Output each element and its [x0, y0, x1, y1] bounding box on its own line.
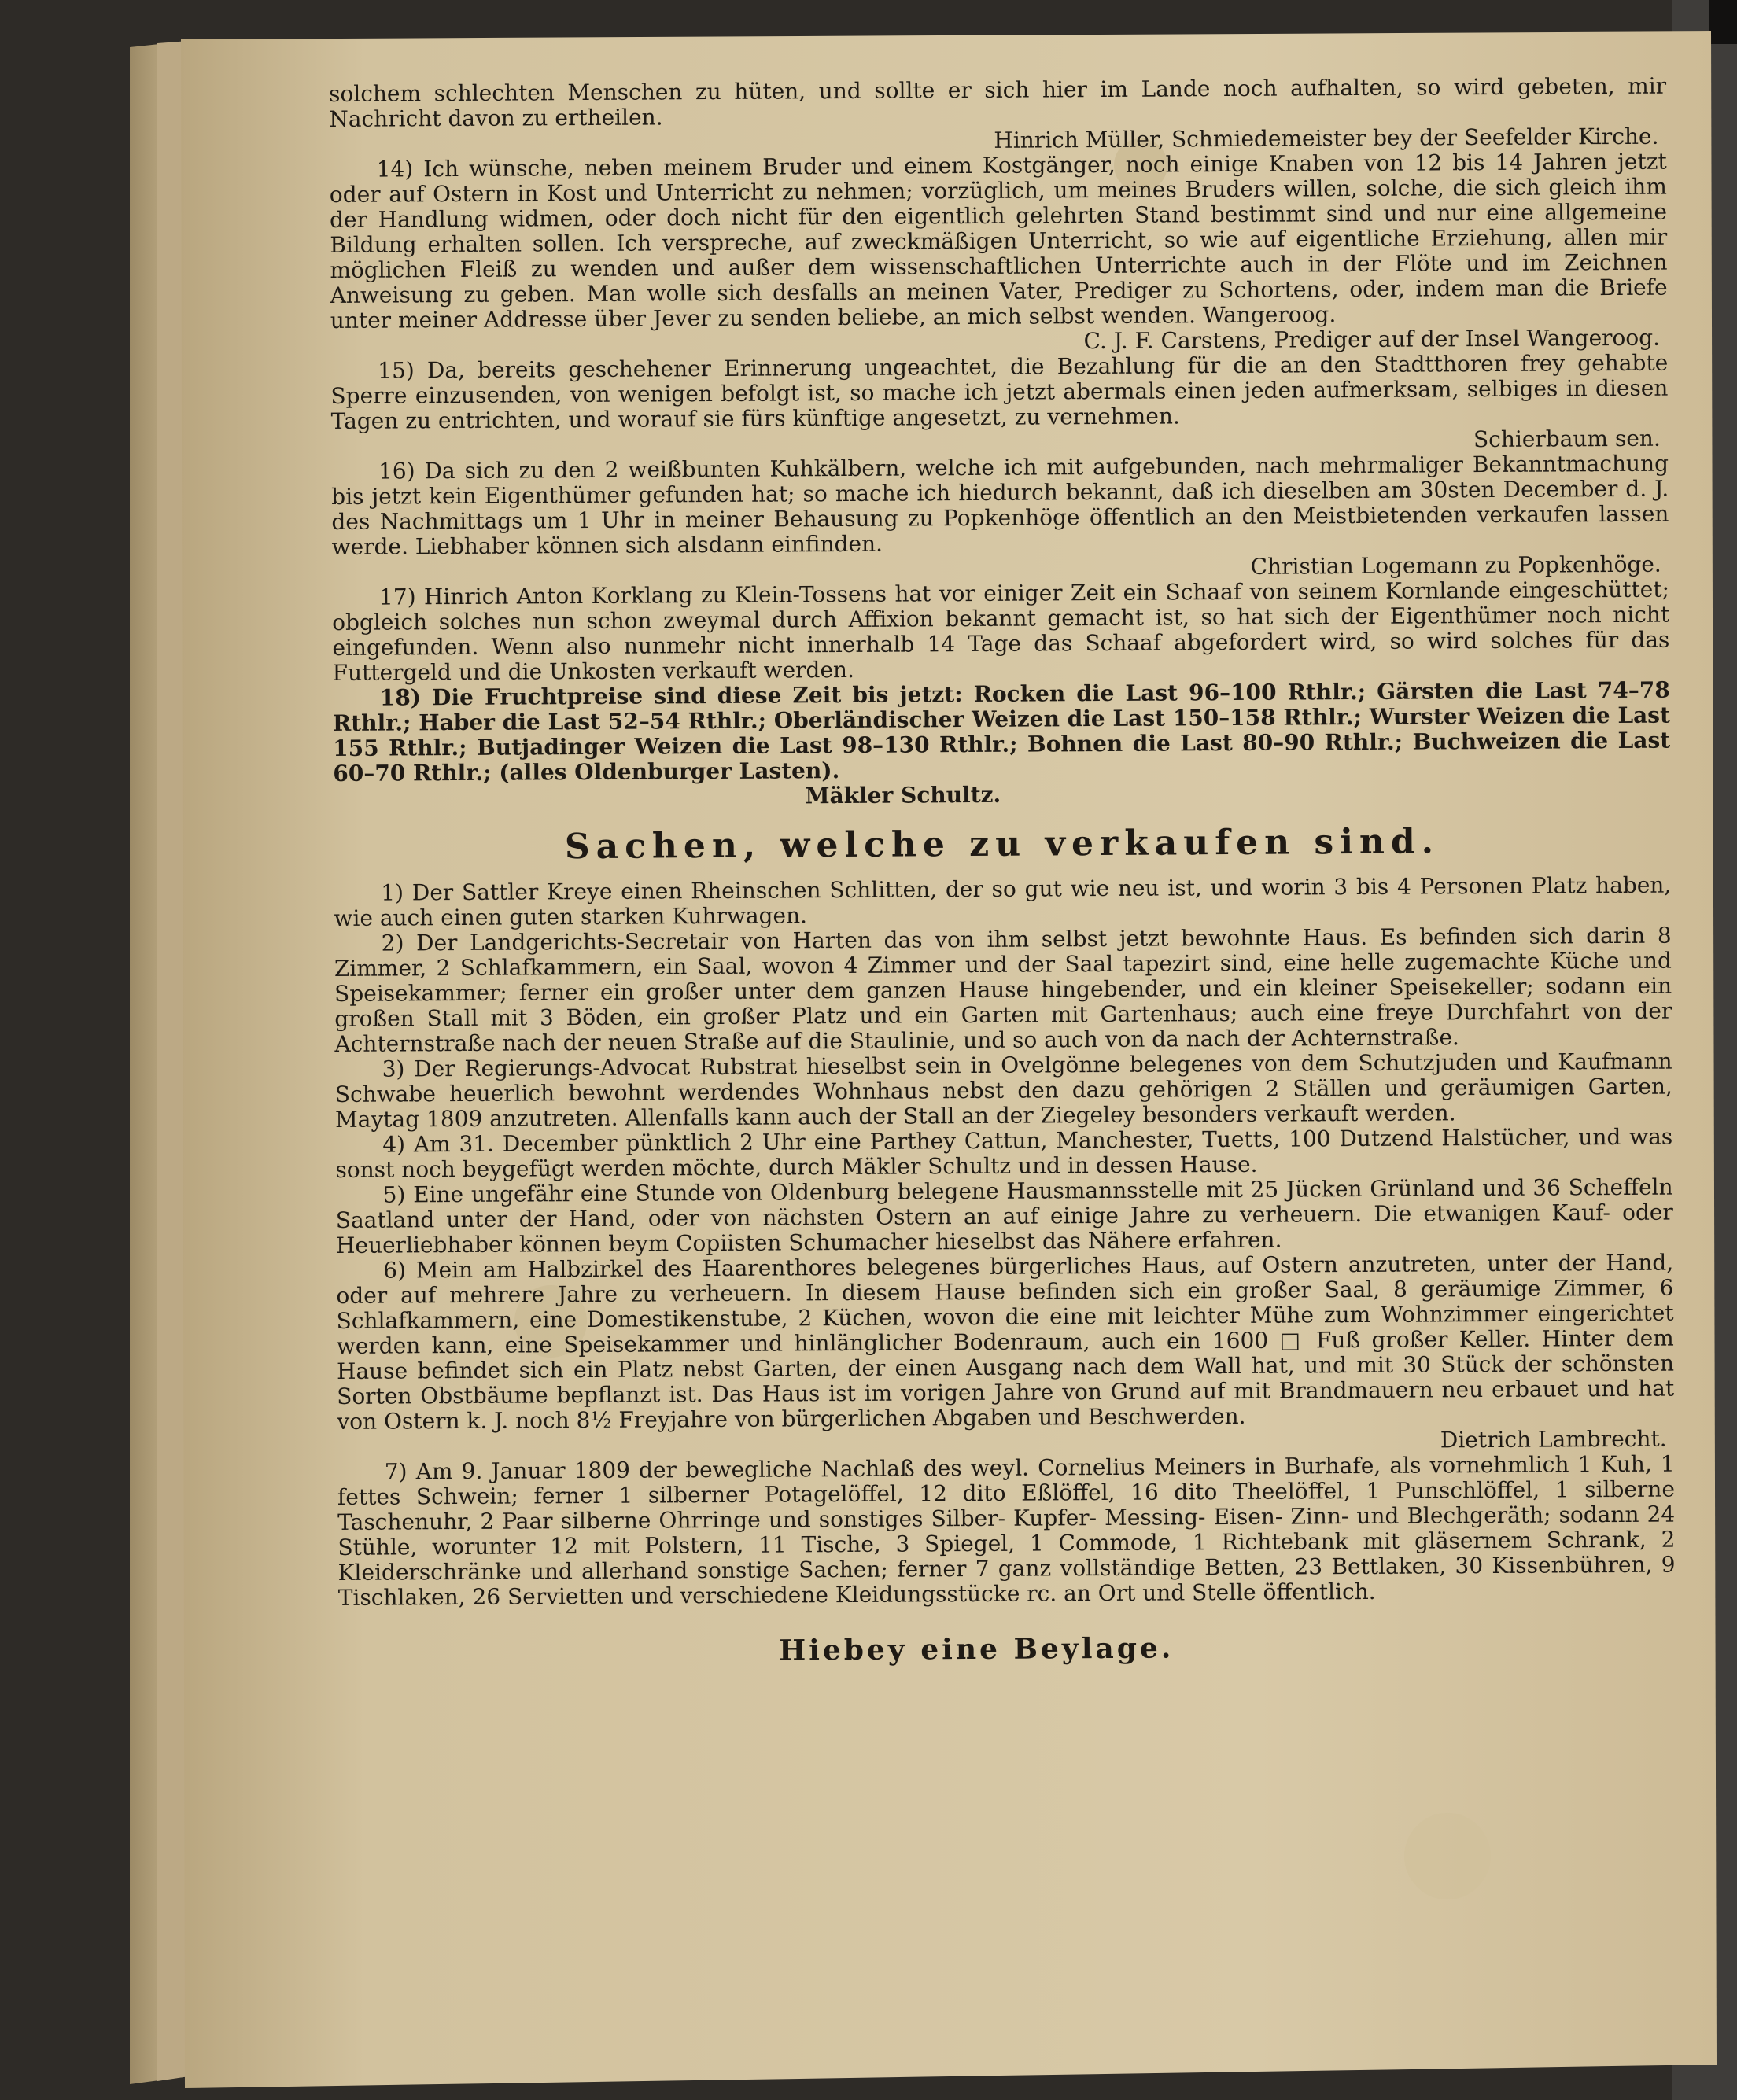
- sale-item-5: 5) Eine ungefähr eine Stunde von Oldenburg belegene Hausmannsstelle mit 25 Jücken Grünland und 36 Scheffeln Saatland unter der Hand, oder von nächsten Ostern an auf einige Jahre zu verheuern. Die etwanigen Kauf- oder Heuerliebhaber können beym Copiisten Schumacher hieselbst das Nähere erfahren.: [335, 1173, 1673, 1258]
- paragraph-13-end: solchem schlechten Menschen zu hüten, und sollte er sich hier im Lande noch aufhalten, so wird gebeten, mir Nachricht davon zu ertheilen.: [328, 72, 1667, 132]
- closing-supplement-note: Hiebey eine Beylage.: [779, 1631, 1175, 1667]
- paragraph-15: 15) Da, bereits geschehener Erinnerung ungeachtet, die Bezahlung für die an den Stadtthoren frey gehabte Sperre einzusenden, von wenigen befolgt ist, so mache ich jetzt abermals einen jeden aufmerksam, selbiges in diesen Tagen zu entrichten, und worauf sie fürs künftige angesetzt, zu vernehmen.: [330, 349, 1669, 434]
- signature-schultz: Mäkler Schultz.: [805, 781, 1001, 809]
- signature-mueller: Hinrich Müller, Schmiedemeister bey der Seefelder Kirche.: [994, 123, 1659, 153]
- sale-item-3: 3) Der Regierungs-Advocat Rubstrat hieselbst sein in Ovelgönne belegenes von dem Schutzjuden und Kaufmann Schwabe heuerlich bewohnt werdendes Wohnhaus nebst den dazu gehörigen 2 Ställen und geräumigen Garten, Maytag 1809 anzutreten. Allenfalls kann auch der Stall an der Ziegeley besonders verkauft werden.: [334, 1048, 1672, 1133]
- paragraph-17: 17) Hinrich Anton Korklang zu Klein-Tossens hat vor einiger Zeit ein Schaaf von seinem Kornlande eingeschüttet; obgleich solches nun schon zweymal durch Affixion bekannt gemacht ist, so hat sich der Eigenthümer noch nicht eingefunden. Wenn also nunmehr nicht innerhalb 14 Tage das Schaaf abgefordert wird, so wird solches für das Futtergeld und die Unkosten verkauft werden.: [332, 576, 1670, 686]
- signature-lambrecht: Dietrich Lambrecht.: [1440, 1425, 1667, 1453]
- signature-logemann: Christian Logemann zu Popkenhöge.: [1250, 551, 1661, 580]
- section-heading: Sachen, welche zu verkaufen sind.: [564, 821, 1440, 868]
- paragraph-14: 14) Ich wünsche, neben meinem Bruder und einem Kostgänger, noch einige Knaben von 12 bis 14 Jahren jetzt oder auf Ostern in Kost und Unterricht zu nehmen; vorzüglich, um meines Bruders willen, solche, die sich gleich ihm der Handlung widmen, oder doch nicht für den eigentlich gelehrten Stand bestimmt sind und nur eine allgemeine Bildung erhalten sollen. Ich verspreche, auf zweckmäßigen Unterricht, so wie auf eigentliche Erziehung, allen mir möglichen Fleiß zu wenden und außer dem wissenschaftlichen Unterrichte auch in der Flöte und im Zeichnen Anweisung zu geben. Man wolle sich desfalls an meinen Vater, Prediger zu Schortens, oder, indem man die Briefe unter meiner Addresse über Jever zu senden beliebe, an mich selbst wenden. Wangeroog.: [329, 148, 1668, 333]
- sale-item-7: 7) Am 9. Januar 1809 der bewegliche Nachlaß des weyl. Cornelius Meiners in Burhafe, als vornehmlich 1 Kuh, 1 fettes Schwein; ferner 1 silberner Potagelöffel, 12 dito Eßlöffel, 16 dito Theelöffel, 1 Punschlöffel, 1 silberne Taschenuhr, 2 Paar silberne Ohrringe und sonstiges Silber- Kupfer- Messing- Eisen- Zinn- und Blechgeräth; sodann 24 Stühle, worunter 12 mit Polstern, 11 Tische, 3 Spiegel, 1 Commode, 1 Richtebank mit gläsernem Schrank, 2 Kleiderschränke und allerhand sonstige Sachen; ferner 7 ganz vollständige Betten, 23 Bettlaken, 30 Kissenbühren, 9 Tischlaken, 26 Servietten und verschiedene Kleidungsstücke rc. an Ort und Stelle öffentlich.: [337, 1450, 1676, 1611]
- newspaper-text: [329, 74, 1676, 1666]
- signature-carstens: C. J. F. Carstens, Prediger auf der Insel Wangeroog.: [1083, 324, 1661, 355]
- paragraph-16: 16) Da sich zu den 2 weißbunten Kuhkälbern, welche ich mit aufgebunden, nach mehrmaliger Bekanntmachung bis jetzt kein Eigenthümer gefunden hat; so mache ich hiedurch bekannt, daß ich dieselben am 30sten December d. J. des Nachmittags um 1 Uhr in meiner Behausung zu Popkenhöge öffentlich an den Meistbietenden verkaufen lassen werde. Liebhaber können sich alsdann einfinden.: [331, 450, 1669, 560]
- sale-item-1: 1) Der Sattler Kreye einen Rheinschen Schlitten, der so gut wie neu ist, und worin 3 bis 4 Personen Platz haben, wie auch einen guten starken Kuhrwagen.: [334, 871, 1672, 931]
- sale-item-4: 4) Am 31. December pünktlich 2 Uhr eine Parthey Cattun, Manchester, Tuetts, 100 Dutzend Halstücher, und was sonst noch beygefügt werden möchte, durch Mäkler Schultz und in dessen Hause.: [335, 1123, 1673, 1183]
- paragraph-18-grain-prices: 18) Die Fruchtpreise sind diese Zeit bis jetzt: Rocken die Last 96–100 Rthlr.; Gärsten die Last 74–78 Rthlr.; Haber die Last 52–54 Rthlr.; Oberländischer Weizen die Last 150–158 Rthlr.; Wurster Weizen die Last 155 Rthlr.; Butjadinger Weizen die Last 98–130 Rthlr.; Bohnen die Last 80–90 Rthlr.; Buchweizen die Last 60–70 Rthlr.; (alles Oldenburger Lasten).: [332, 676, 1671, 787]
- sale-item-6: 6) Mein am Halbzirkel des Haarenthores belegenes bürgerliches Haus, auf Ostern anzutreten, unter der Hand, oder auf mehrere Jahre zu verheuern. In diesem Hause befinden sich ein großer Saal, 8 geräumige Zimmer, 6 Schlafkammern, eine Domestikenstube, 2 Küchen, wovon die eine mit leichter Mühe zum Wohnzimmer eingerichtet werden kann, eine Speisekammer und hinlänglicher Bodenraum, auch ein 1600 □ Fuß großer Keller. Hinter dem Hause befindet sich ein Platz nebst Garten, der einen Ausgang nach dem Wall hat, und mit 30 Stück der schönsten Sorten Obstbäume bepflanzt ist. Das Haus ist im vorigen Jahre von Grund auf mit Brandmauern neu erbauet und hat von Ostern k. J. noch 8½ Freyjahre von bürgerlichen Abgaben und Beschwerden.: [336, 1249, 1675, 1435]
- sale-item-2: 2) Der Landgerichts-Secretair von Harten das von ihm selbst jetzt bewohnte Haus. Es befinden sich darin 8 Zimmer, 2 Schlafkammern, ein Saal, wovon 4 Zimmer und der Saal tapezirt sind, eine helle zugemachte Küche und Speisekammer; ferner ein großer unter dem ganzen Hause hingebender, und ein kleiner Speisekeller; sodann ein großen Stall mit 3 Böden, ein großer Platz und ein Garten mit Gartenhaus; auch eine freye Durchfahrt von der Achternstraße nach der neuen Straße auf die Staulinie, und so auch von da nach der Achternstraße.: [334, 922, 1672, 1057]
- signature-schierbaum: Schierbaum sen.: [1473, 425, 1661, 453]
